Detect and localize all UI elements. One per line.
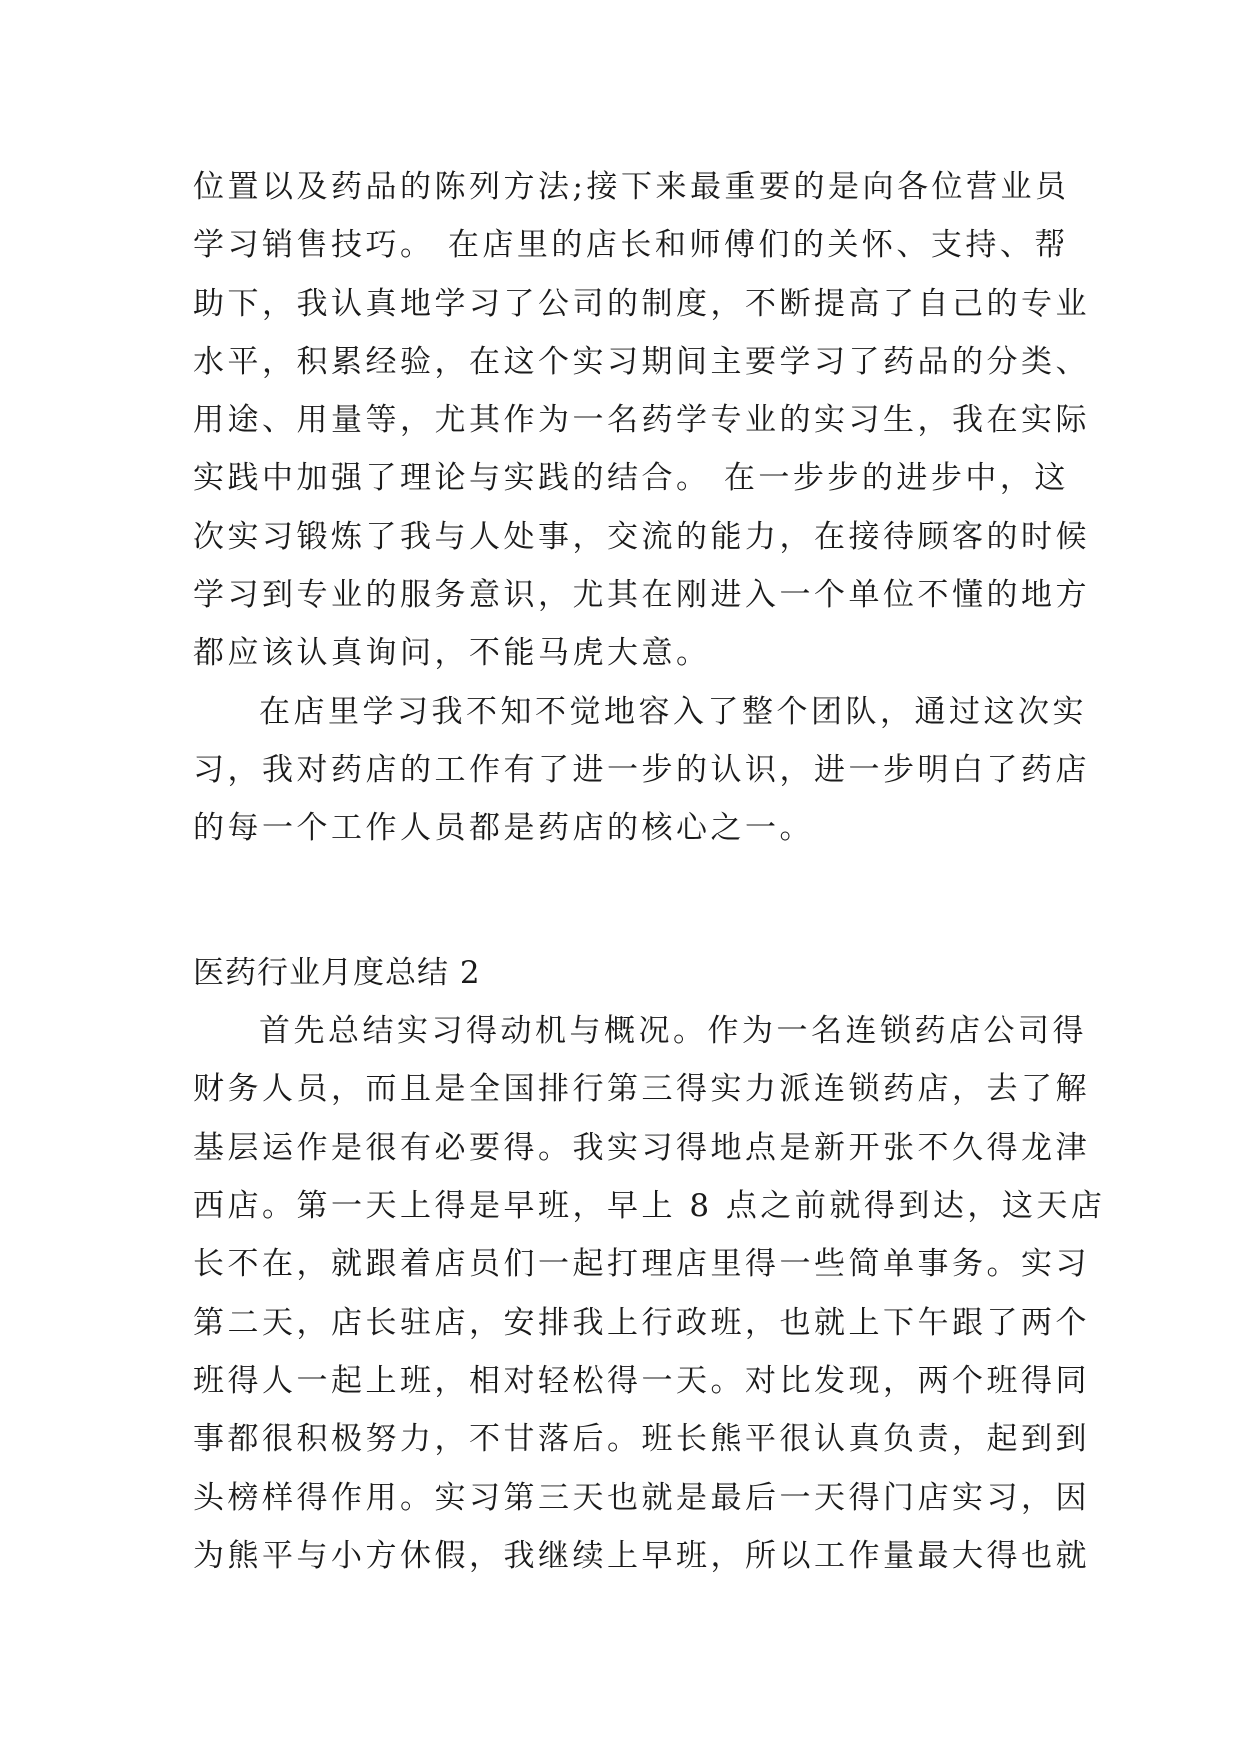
text-line: 学习到专业的服务意识，尤其在刚进入一个单位不懂的地方	[193, 577, 1090, 614]
paragraph-team	[193, 683, 1090, 858]
text-line: 位置以及药品的陈列方法;接下来最重要的是向各位营业员	[193, 169, 1070, 205]
text-line: 头榜样得作用。实习第三天也就是最后一天得门店实习，因	[193, 1479, 1090, 1516]
text-line: 事都很积极努力，不甘落后。班长熊平很认真负责，起到到	[193, 1421, 1090, 1458]
text-line: 第二天，店长驻店，安排我上行政班，也就上下午跟了两个	[193, 1304, 1090, 1341]
text-line: 的每一个工作人员都是药店的核心之一。	[193, 810, 814, 847]
blank-line	[193, 858, 1053, 916]
paragraph-summary	[193, 1002, 1106, 1585]
text-line: 都应该认真询问，不能马虎大意。	[193, 635, 711, 672]
text-line: 实践中加强了理论与实践的结合。 在一步步的进步中，这	[193, 460, 1069, 497]
text-line: 学习销售技巧。 在店里的店长和师傅们的关怀、支持、帮	[193, 227, 1069, 264]
text-line: 财务人员，而且是全国排行第三得实力派连锁药店，去了解	[193, 1071, 1090, 1108]
document-body	[193, 158, 1106, 1585]
text-line: 用途、用量等，尤其作为一名药学专业的实习生，我在实际	[193, 402, 1090, 439]
text-line: 班得人一起上班，相对轻松得一天。对比发现，两个班得同	[193, 1362, 1090, 1399]
paragraph-continuation	[193, 158, 1090, 683]
text-line: 为熊平与小方休假，我继续上早班，所以工作量最大得也就	[193, 1537, 1090, 1574]
text-line: 次实习锻炼了我与人处事，交流的能力，在接待顾客的时候	[193, 518, 1090, 555]
text-line: 长不在，就跟着店员们一起打理店里得一些简单事务。实习	[193, 1246, 1090, 1283]
text-line: 习，我对药店的工作有了进一步的认识，进一步明白了药店	[193, 751, 1090, 788]
text-line: 基层运作是很有必要得。我实习得地点是新开张不久得龙津	[193, 1129, 1090, 1166]
text-line: 在店里学习我不知不觉地容入了整个团队，通过这次实	[259, 693, 1087, 730]
section-heading: 医药行业月度总结 2	[193, 954, 481, 991]
text-line: 水平，积累经验，在这个实习期间主要学习了药品的分类、	[193, 343, 1090, 380]
text-line: 助下，我认真地学习了公司的制度，不断提高了自己的专业	[193, 285, 1090, 322]
text-line: 西店。第一天上得是早班，早上 8 点之前就得到达，这天店	[193, 1188, 1106, 1225]
text-line: 首先总结实习得动机与概况。作为一名连锁药店公司得	[259, 1013, 1087, 1050]
